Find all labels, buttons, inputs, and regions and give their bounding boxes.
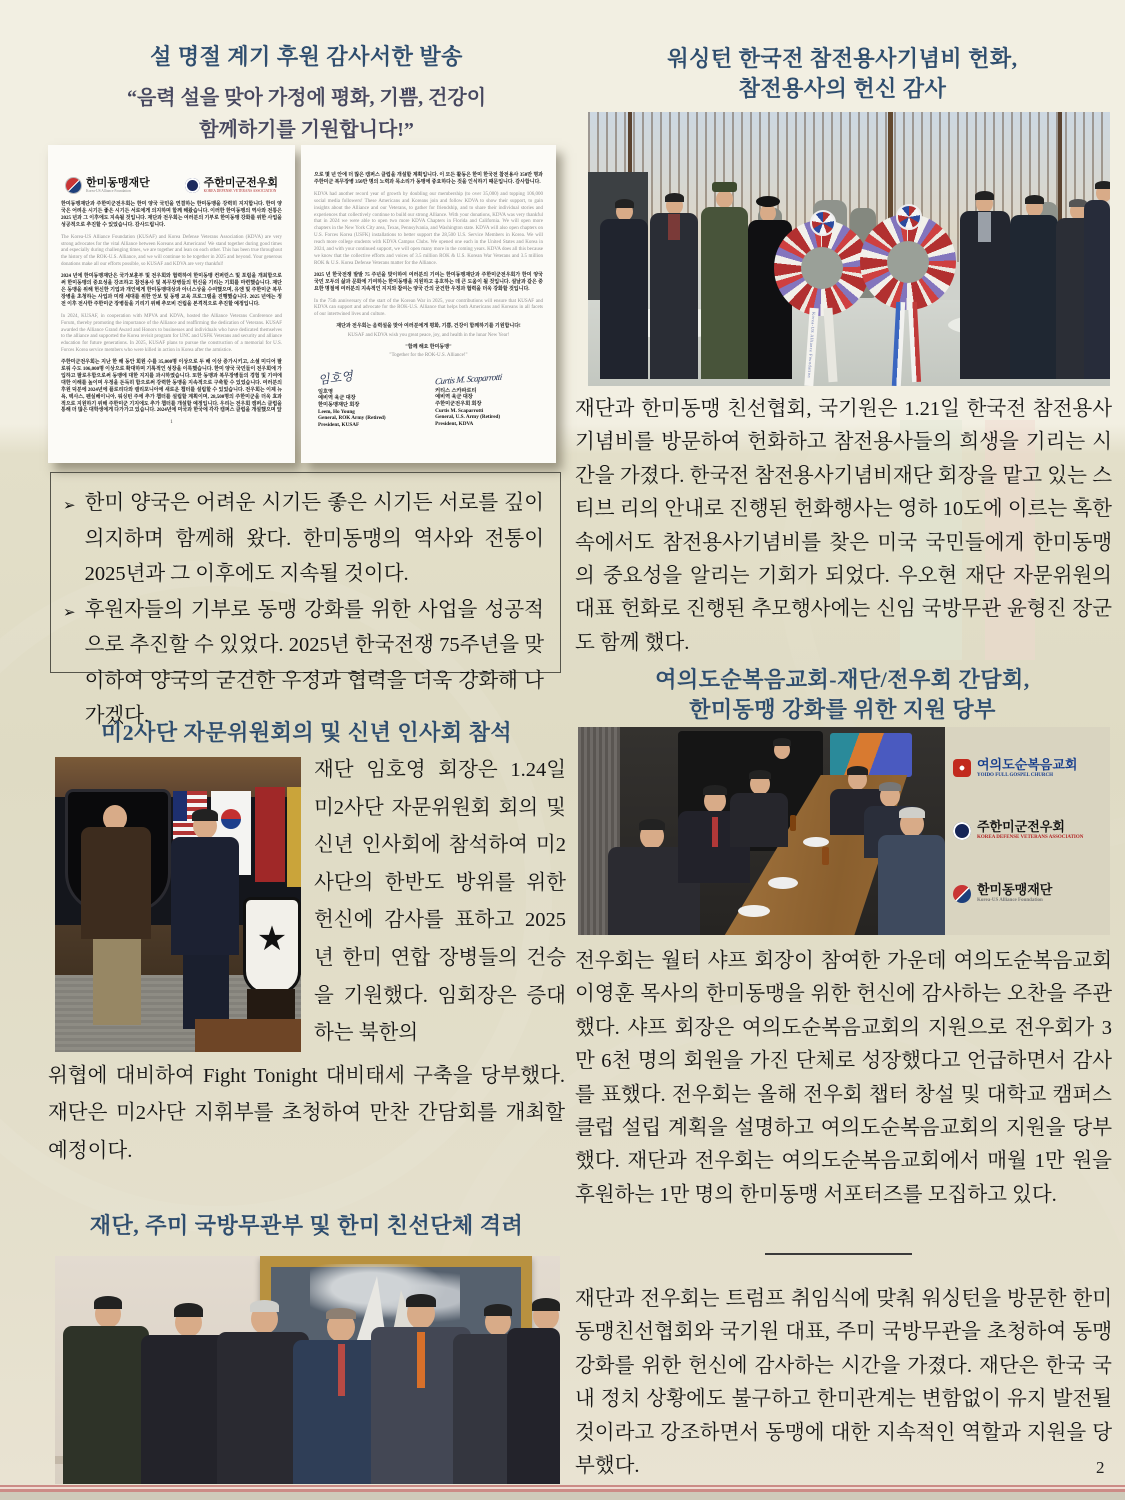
letter1-page-number: 1 xyxy=(170,420,173,426)
sig1-rank-en: General, ROK Army (Retired) xyxy=(318,415,386,422)
kdva-logo-icon xyxy=(185,178,200,193)
kdva-panel-logo-name: 주한미군전우회 xyxy=(977,819,1065,835)
kusaf-logo xyxy=(65,177,150,194)
kusaf-panel-logo xyxy=(953,883,1102,904)
sig2-name-ko: 커티스 스카파로티 xyxy=(435,387,477,394)
partner-logos-panel xyxy=(945,727,1110,935)
bullet-arrow-icon: ➢ xyxy=(63,604,76,621)
footer-strip xyxy=(0,1492,1125,1500)
bullet-arrow-icon: ➢ xyxy=(63,498,76,514)
letter1-paragraph-ko: 2024 년에 한미동맹재단은 국가보훈부 및 전우회와 협력하여 한미동맹 컨퍼런스 및 포럼을 개최함으로써 한미동맹의 중요성을 강조하고 참전용사 및 복무장병들의 헌신을 기리는 기회를 마련했습니다. 재단은 동맹을 위해 헌신한 기업과 개인에게 한미동맹대상과 아너스상을 수여했으며, 유엔 및 주한미군 복무장병을 초청하는 사업과 미래 세대를 위한 안보 및 동맹 교육 프로그램을 진행했습니다. 2025 년에는 정전 이후 전사한 주한미군 장병들을 기리기 위해 추모비 건립을 본격적으로 추진할 예정입니다. xyxy=(61,274,282,307)
korean-war-memorial-wreath-photo xyxy=(588,112,1110,386)
kdva-panel-logo xyxy=(953,820,1102,841)
yfgc-logo-sub: YOIDO FULL GOSPEL CHURCH xyxy=(977,772,1053,778)
letter2-slogan-en: "Together for the ROK-U.S. Alliance!" xyxy=(389,352,468,358)
signature-kusaf-president xyxy=(318,369,422,429)
summary-bullet-box xyxy=(50,472,561,727)
letter2-paragraph-ko: 2025 년 한국전쟁 발발 75 주년을 맞이하여 여러분의 기여는 한미동맹재단과 주한미군전우회가 한미 양국 국민 모두의 삶과 문화에 기여하는 한미동맹을 지원하고 옹호하는 데 큰 도움이 될 것입니다. 설날과 같은 중요한 명절에 여러분의 지속적인 지지와 참여는 양국 간의 굳건한 우정과 협력을 더욱 강화할 것입니다. xyxy=(314,272,543,292)
bullet-1-text: 한미 양국은 어려운 시기든 좋은 시기든 서로를 깊이 의지하며 함께해 왔다. 한미동맹의 역사와 전통이 2025년과 그 이후에도 지속될 것이다. xyxy=(84,492,544,585)
kdva-panel-logo-sub: KOREA DEFENSE VETERANS ASSOCIATION xyxy=(977,835,1084,841)
letter-logos-row xyxy=(65,177,278,194)
letter1-paragraph-en: The Korea-US Alliance Foundation (KUSAF) and Korea Defense Veterans Association (KDVA) are very strong advocates for the vital Alliance between Koreans and Americans! We stand together during good times and especially during challenging times, we are together and lean on each other. This has been true throughout the history of the ROK-U.S. Alliance, and we will continue to be together in 2025 and beyond. Your generous donations make all our efforts possible, so KUSAF and KDVA are very thankful! xyxy=(61,234,282,268)
letter1-paragraph-ko: 한미동맹재단과 주한미군전우회는 한미 양국 국민을 연결하는 한미동맹을 강력히 지지합니다. 한미 양국은 어려운 시기든 좋은 시기든 서로에게 의지하며 함께 해왔습니다. 이러한 한미동맹의 역사와 전통은 2025 년과 그 이후에도 지속될 것입니다. 재단과 전우회는 여러분의 기부로 한미동맹 강화를 위한 사업을 성공적으로 추진할 수 있었습니다. 감사드립니다. xyxy=(61,202,282,228)
sig1-name-ko: 임호영 xyxy=(318,388,334,395)
right-section1-title-line2: 참전용사의 헌신 감사 xyxy=(738,76,947,101)
left-section1-title: 설 명절 계기 후원 감사서한 발송 xyxy=(150,44,463,69)
kusaf-logo-name: 한미동맹재단 xyxy=(86,176,150,189)
letter-signatures xyxy=(314,369,543,429)
bullet-2-text: 후원자들의 기부로 동맹 강화를 위한 사업을 성공적으로 추진할 수 있었다. 2025년 한국전쟁 75주년을 맞이하여 양국의 굳건한 우정과 협력을 더욱 강화해 나가겠다. xyxy=(84,598,544,727)
kusaf-panel-logo-name: 한미동맹재단 xyxy=(977,882,1053,898)
right-section1-title-line1: 워싱턴 한국전 참전용사기념비 헌화, xyxy=(667,46,1018,71)
left-section2-body-full: 위협에 대비하여 Fight Tonight 대비태세 구축을 당부했다. 재단은 미2사단 지휘부를 초청하여 만찬 간담회를 개최할 예정이다. xyxy=(48,1065,565,1162)
sig1-name-en: Leem, Ho Young xyxy=(318,408,355,415)
right-section2-title-line1: 여의도순복음교회-재단/전우회 간담회, xyxy=(655,667,1030,692)
summary-bullet-2 xyxy=(63,593,544,735)
kusaf-panel-logo-icon xyxy=(953,885,971,903)
thank-you-letter-page2 xyxy=(301,145,556,463)
right-section1-body: 재단과 한미동맹 친선협회, 국기원은 1.21일 한국전 참전용사기념비를 방문하여 헌화하고 참전용사들의 희생을 기리는 시간을 가졌다. 한국전 참전용사기념비재단 회장을 맡고 있는 스티브 리의 안내로 진행된 헌화행사는 영하 10도에 이르는 혹한 속에서도 참전용사기념비를 찾은 미국 국민들에게 한미동맹의 중요성을 알리는 기회가 되었다. 우오현 재단 자문위원의 대표 헌화로 진행된 추모행사에는 신임 국방무관 윤형진 장군도 함께 했다. xyxy=(575,398,1112,654)
left-section2-body-side: 재단 임호영 회장은 1.24일 미2사단 자문위원회 회의 및 신년 인사회에 참석하여 미2사단의 한반도 방위를 위한 헌신에 감사를 표하고 2025년 한미 연합 장병들의 건승을 기원했다. 임회장은 증대하는 북한의 xyxy=(314,759,566,1045)
luncheon-photo-with-logos xyxy=(578,727,1110,935)
yfgc-logo xyxy=(953,758,1102,779)
letter2-paragraph-en: KDVA had another record year of growth by doubling our membership (to over 35,000) and topping 106,000 social media followers! These Americans and Koreans join and follow KDVA to show their support, to gain insights about the Alliance and our Veterans, to gather for friendship, and to share their individual stories and experiences that collectively continue to build our strong Alliance. With your donations, KDVA was very thankful that in 2024 we were able to open two more KDVA Chapters in Florida and California. We will open more chapters in the New York City area, Texas, Pennsylvania, and Washington state. KDVA will also open chapters on U.S. Forces Korea (USFK) installations to better support the 28,500 U.S. Service Members in Korea. We will reach more college students with KDVA Campus Clubs. We opened one each in the United States and Korea in 2024, and with your continued support, we will open many more in the coming years. KDVA does all this because we know that the collective efforts and voices of 3.5 million ROK & U.S. Korean War Veterans and 3.5 million ROK & U.S. Korea Defense Veterans matter for the Alliance. xyxy=(314,191,543,266)
left-section3-title: 재단, 주미 국방무관부 및 한미 친선단체 격려 xyxy=(89,1213,524,1238)
letter1-paragraph-ko: 주한미군전우회는 지난 한 해 동안 회원 수를 35,000명 이상으로 두 배 이상 증가시키고, 소셜 미디어 팔로워 수도 106,000명 이상으로 확대하며 기록적인 성장을 이룩했습니다. 한미 양국 국민들이 전우회에 가입하고 팔로우함으로써 동맹에 대한 지지를 과시하였습니다. 또한 동맹과 복무장병들의 경험 및 기여에 대한 이해를 높이며 우정을 돈독히 함으로써 강력한 동맹을 지속적으로 구축할 수 있었습니다. 여러분의 후원 덕분에 2024년에 플로리다와 캘리포니아에 새로운 챕터를 설립할 수 있었습니다. 전우회는 이제 뉴욕, 텍사스, 펜실베이니아, 워싱턴 주에 추가 챕터를 설립할 계획이며, 28,500명의 주한미군을 더욱 효과적으로 지원하기 위해 주한미군 기지에도 추가 챕터를 개설할 예정입니다. 우리는 전우회 캠퍼스 클럽을 통해 더 많은 대학생에게 다가가고 있습니다. 2024년에 미국과 한국에 각각 캠퍼스 클럽을 개설했으며 앞 xyxy=(61,360,282,414)
kusaf-signature-script: 임호영 xyxy=(317,368,354,387)
sig2-rank-ko: 예비역 육군 대장 xyxy=(435,394,473,401)
letter2-center-ko: 재단과 전우회는 음력설을 맞아 여러분에게 평화, 기쁨, 건강이 함께하기를 기원합니다! xyxy=(336,324,521,330)
sig1-title-ko: 한미동맹재단 회장 xyxy=(318,402,360,409)
yfgc-logo-icon xyxy=(953,759,971,777)
right-section2-title-line2: 한미동맹 강화를 위한 지원 당부 xyxy=(689,697,996,722)
kdva-logo xyxy=(185,177,278,194)
defense-attache-group-photo xyxy=(55,1256,560,1484)
section-divider-line xyxy=(765,1253,912,1255)
footer-rule xyxy=(0,1485,1125,1492)
right-section2-body2: 재단과 전우회는 트럼프 취임식에 맞춰 워싱턴을 방문한 한미동맹친선협회와 국기원 대표, 주미 국방무관을 초청하여 동맹 강화를 위한 헌신에 감사하는 시간을 가졌다. 재단은 한국 국내 정치 상황에도 불구하고 한미관계는 변함없이 유지 발전될 것이라고 강조하면서 동맹에 대한 지속적인 역할과 지원을 당부했다. xyxy=(575,1288,1112,1478)
thank-you-letter-page1 xyxy=(48,145,295,463)
kdva-logo-sub: KOREA DEFENSE VETERANS ASSOCIATION xyxy=(203,188,277,193)
left-section1-subtitle-line2: 함께하기를 기원합니다!” xyxy=(199,119,414,141)
letter2-paragraph-en: In the 75th anniversary of the start of the Korean War in 2025, your contributions will ensure that KUSAF and KDVA can support and advocate for the ROK-U.S. Alliance that helps both Americans and Koreans in all facets of our intertwined lives and culture. xyxy=(314,298,543,318)
summary-bullet-1 xyxy=(63,486,544,593)
sig2-name-en: Curtis M. Scaparrotti xyxy=(435,407,484,414)
left-section2-title: 미2사단 자문위원회의 및 신년 인사회 참석 xyxy=(100,720,513,745)
signature-kdva-president xyxy=(435,369,539,429)
letter2-slogan-ko: "함께 해요 한미동맹" xyxy=(405,345,452,351)
second-infantry-division-meeting-photo xyxy=(55,757,301,1052)
kdva-panel-logo-icon xyxy=(953,822,971,840)
kusaf-logo-sub: Korea-US Alliance Foundation xyxy=(86,188,131,193)
sig2-title-en: President, KDVA xyxy=(435,420,474,427)
letter2-center-en: KUSAF and KDVA wish you great peace, joy, and health in the lunar New Year! xyxy=(347,333,510,339)
wreath-ribbon-text: Korea-US Alliance Foundation xyxy=(806,311,817,379)
sig2-rank-en: General, U.S. Army (Retired) xyxy=(435,414,501,421)
left-section1-subtitle-line1: “음력 설을 맞아 가정에 평화, 기쁨, 건강이 xyxy=(126,87,487,109)
letter1-paragraph-en: In 2024, KUSAF, in cooperation with MPVA and KDVA, hosted the Alliance Veterans Conference and Forum, thereby promoting the importance of the Alliance and reaffirming the dedication of Veterans. KUSAF awarded the Alliance Grand Award and Honors to businesses and individuals who have dedicated themselves to the alliance and supported the Korea revisit program for UNC and USFK Veterans and security and alliance education for future generations. In 2025, KUSAF plans to pursue the construction of a memorial for U.S. Forces Korea service members who were killed in action in Korea after the armistice. xyxy=(61,313,282,354)
sig1-title-en: President, KUSAF xyxy=(318,421,360,428)
page-number: 2 xyxy=(1096,1458,1105,1477)
yfgc-logo-name: 여의도순복음교회 xyxy=(977,756,1078,772)
kusaf-panel-logo-sub: Korea-US Alliance Foundation xyxy=(977,898,1043,904)
kdva-logo-name: 주한미군전우회 xyxy=(203,176,278,189)
sig1-rank-ko: 예비역 육군 대장 xyxy=(318,395,356,402)
letter2-paragraph-ko: 으로 몇 년 안에 더 많은 캠퍼스 클럽을 개설할 계획입니다. 이 모든 활동은 한미 한국전 참전용사 350만 명과 주한미군 복무장병 350만 명의 노력과 목소리가 동맹에 중요하다는 것을 인식하기 때문입니다. 감사합니다. xyxy=(314,173,543,185)
kusaf-logo-icon xyxy=(65,177,82,194)
division-emblem-star: ★ xyxy=(256,921,288,958)
sig2-title-ko: 주한미군전우회 회장 xyxy=(435,401,482,408)
luncheon-meeting-photo xyxy=(578,727,945,935)
kdva-signature-script: Curtis M. Scaparrotti xyxy=(434,371,503,387)
right-section2-body: 전우회는 월터 샤프 회장이 참여한 가운데 여의도순복음교회 이영훈 목사의 한미동맹을 위한 헌신에 감사하는 오찬을 주관했다. 샤프 회장은 여의도순복음교회의 지원으로 전우회가 3만 6천 명의 회원을 가진 단체로 성장했다고 언급하면서 감사를 표했다. 전우회는 올해 전우회 챕터 창설 및 대학교 캠퍼스 클럽 설립 계획을 설명하고 여의도순복음교회의 지원을 당부했다. 재단과 전우회는 여의도순복음교회에서 매월 1만 원을 후원하는 1만 명의 한미동맹 서포터즈를 모집하고 있다. xyxy=(575,950,1112,1206)
